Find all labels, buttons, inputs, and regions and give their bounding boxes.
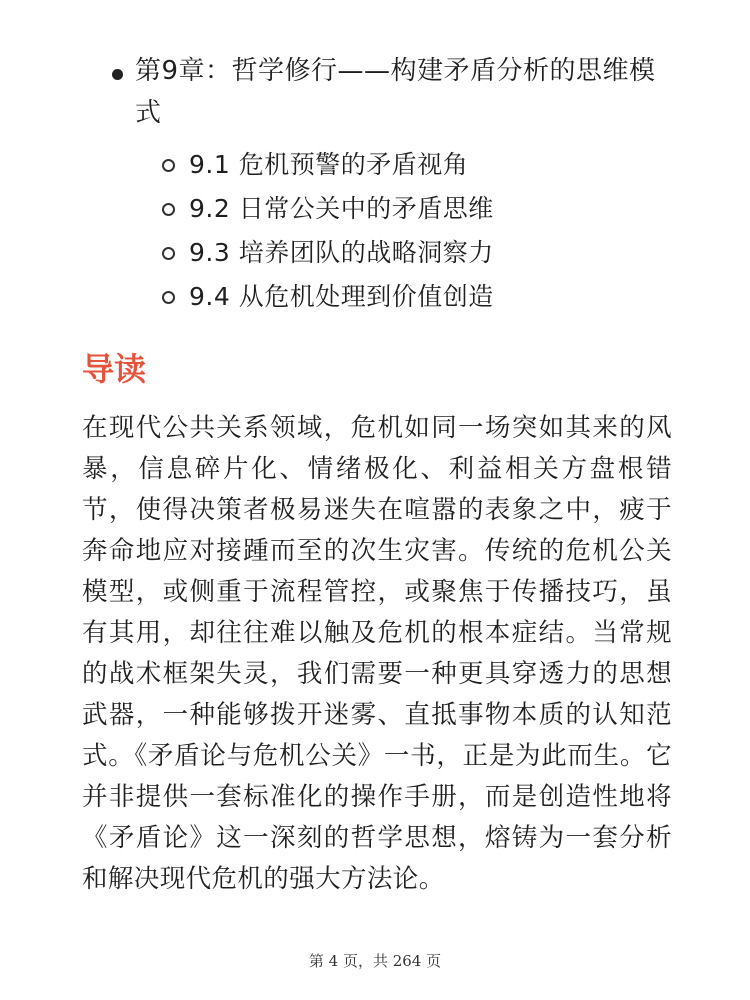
hollow-bullet-icon	[162, 203, 175, 216]
toc-chapter-title: 第9章：哲学修行——构建矛盾分析的思维模式	[135, 56, 656, 128]
toc-section-item	[162, 187, 494, 231]
toc-section-item	[162, 275, 494, 319]
toc-section-label: 9.3 培养团队的战略洞察力	[189, 238, 494, 267]
toc-section-list	[162, 143, 494, 319]
toc-section-label: 9.4 从危机处理到价值创造	[189, 282, 494, 311]
page-number: 第 4 页，共 264 页	[308, 952, 442, 970]
hollow-bullet-icon	[162, 159, 175, 172]
hollow-bullet-icon	[162, 291, 175, 304]
toc-section-item	[162, 143, 494, 187]
intro-heading: 导读	[82, 350, 147, 388]
toc-section-label: 9.1 危机预警的矛盾视角	[189, 150, 469, 179]
toc-chapter-item	[112, 50, 672, 134]
bullet-icon	[112, 69, 123, 80]
intro-paragraph: 在现代公共关系领域，危机如同一场突如其来的风暴，信息碎片化、情绪极化、利益相关方盘根错节，使得决策者极易迷失在喧嚣的表象之中，疲于奔命地应对接踵而至的次生灾害。传统的危机公关模型，或侧重于流程管控，或聚焦于传播技巧，虽有其用，却往往难以触及危机的根本症结。当常规的战术框架失灵，我们需要一种更具穿透力的思想武器，一种能够拨开迷雾、直抵事物本质的认知范式。《矛盾论与危机公关》一书，正是为此而生。它并非提供一套标准化的操作手册，而是创造性地将《矛盾论》这一深刻的哲学思想，熔铸为一套分析和解决现代危机的强大方法论。	[82, 413, 672, 894]
hollow-bullet-icon	[162, 247, 175, 260]
toc-section-label: 9.2 日常公关中的矛盾思维	[189, 194, 494, 223]
toc-section-item	[162, 231, 494, 275]
